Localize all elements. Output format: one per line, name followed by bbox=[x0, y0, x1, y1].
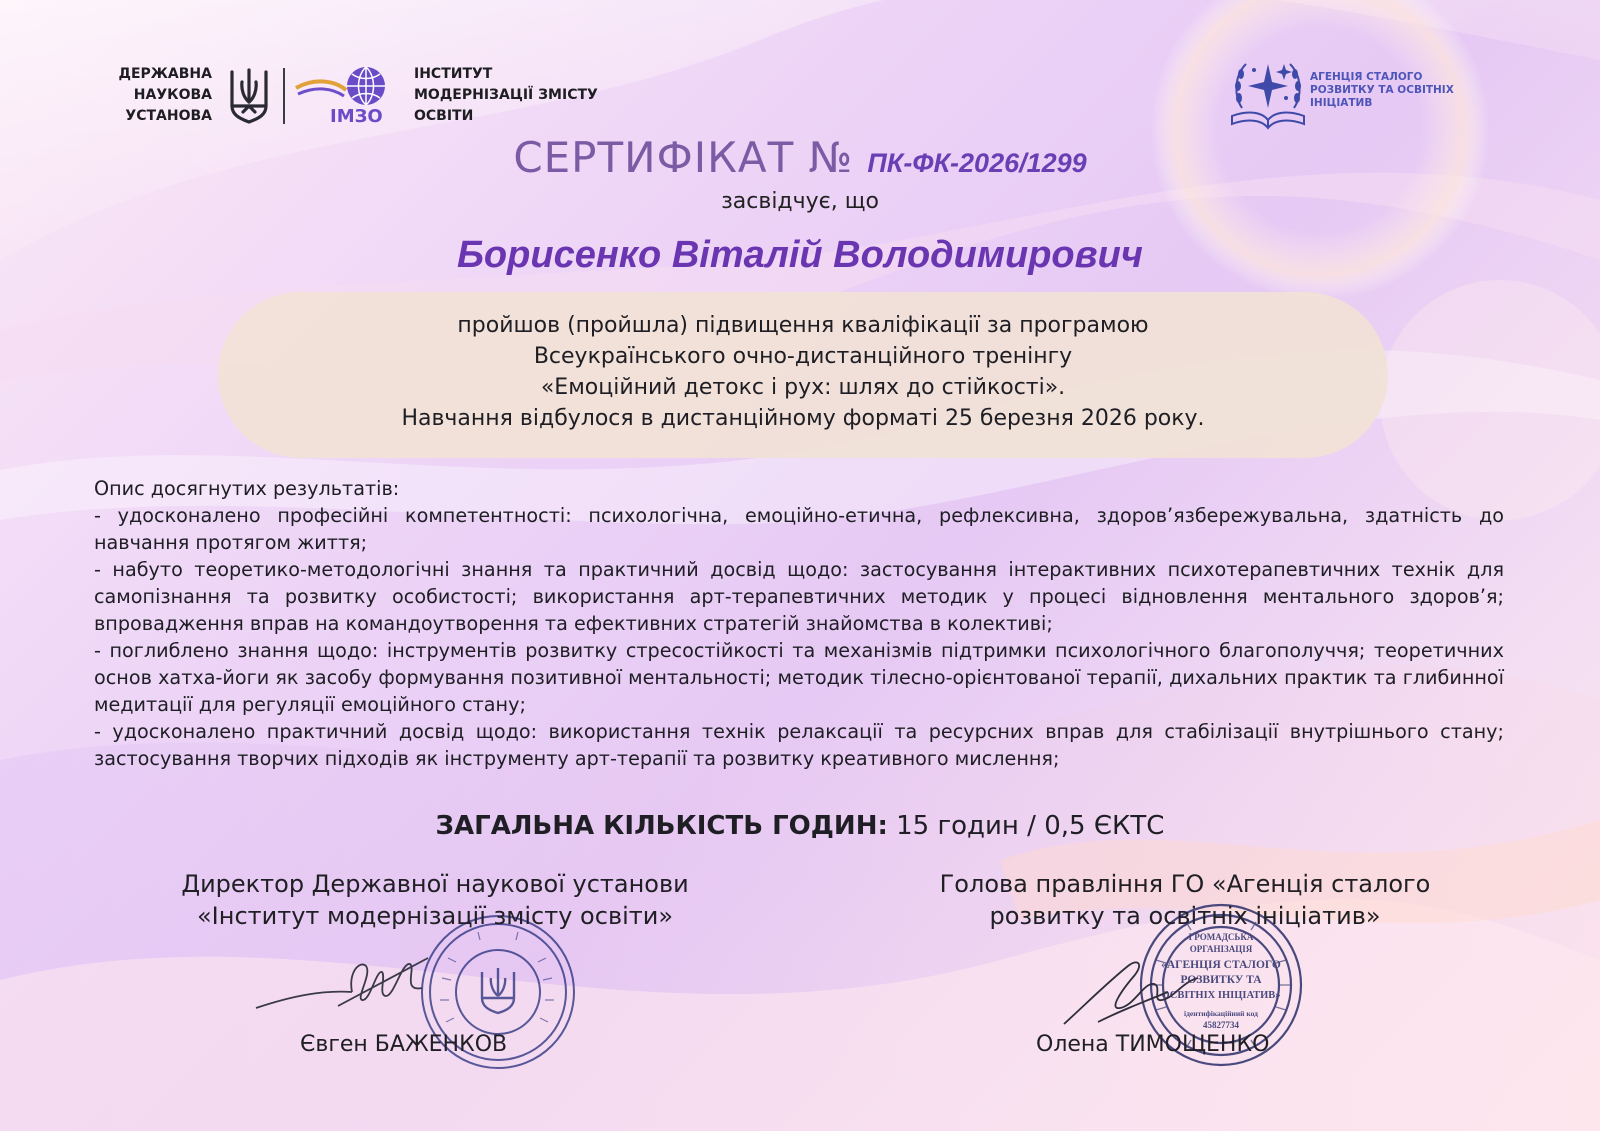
stamp-line-4: РОЗВИТКУ ТА bbox=[1180, 974, 1262, 986]
agency-name-line-1: АГЕНЦІЯ СТАЛОГО bbox=[1310, 71, 1423, 83]
imzo-abbreviation: ІМЗО bbox=[330, 106, 383, 127]
imzo-name-line-1: ІНСТИТУТ bbox=[414, 66, 493, 82]
header-divider bbox=[283, 68, 285, 124]
stamp-line-7: 45827734 bbox=[1203, 1020, 1239, 1030]
agency-name bbox=[1310, 71, 1454, 110]
imzo-name-line-2: МОДЕРНІЗАЦІЇ ЗМІСТУ bbox=[414, 87, 598, 103]
stamp-line-6: ідентифікаційний код bbox=[1184, 1009, 1258, 1018]
right-signatory-name: Олена ТИМОЩЕНКО bbox=[1036, 1032, 1270, 1057]
imzo-name bbox=[414, 64, 598, 127]
right-signatory-title bbox=[900, 868, 1470, 932]
globe-logo-icon bbox=[294, 64, 404, 108]
certificate-title-row bbox=[0, 133, 1600, 182]
program-line-3: «Емоційний детокс і рух: шлях до стійкості». bbox=[540, 375, 1066, 400]
total-hours-value: 15 годин / 0,5 ЄКТС bbox=[896, 811, 1165, 841]
results-heading: Опис досягнутих результатів: bbox=[94, 477, 400, 500]
org-line-1: ДЕРЖАВНА bbox=[118, 66, 212, 82]
total-hours-label: ЗАГАЛЬНА КІЛЬКІСТЬ ГОДИН: bbox=[435, 811, 888, 841]
program-line-1: пройшов (пройшла) підвищення кваліфікації за програмою bbox=[457, 313, 1149, 338]
certificate-number: ПК-ФК-2026/1299 bbox=[867, 148, 1087, 178]
state-institution-label bbox=[80, 64, 212, 127]
agency-name-line-3: ІНІЦІАТИВ bbox=[1310, 97, 1373, 109]
result-item-3: - поглиблено знання щодо: інструментів розвитку стресостійкості та механізмів підтримки психологічного благополуччя; теоретичних основ хатха-йоги як засобу формування позитивної ментальності; методик тілесно-орієнтованої терапії, дихальних практик та глибинної медитації для регуляції емоційного стану; bbox=[94, 639, 1504, 716]
result-item-1: - удосконалено професійні компетентності: психологічна, емоційно-етична, рефлексивна, здоров’язбережувальна, здатність до навчання протягом життя; bbox=[94, 504, 1504, 554]
program-text bbox=[218, 310, 1388, 434]
left-title-line-1: Директор Державної наукової установи bbox=[181, 870, 689, 898]
recipient-name: Борисенко Віталій Володимирович bbox=[457, 234, 1143, 276]
stamp-line-5: ОСВІТНІХ ІНІЦІАТИВ» bbox=[1161, 990, 1281, 1001]
stamp-line-1: ГРОМАДСЬКА bbox=[1188, 932, 1254, 942]
program-line-4: Навчання відбулося в дистанційному форматі 25 березня 2026 року. bbox=[401, 406, 1205, 431]
result-item-4: - удосконалено практичний досвід щодо: використання технік релаксації та ресурсних вправ для стабілізації внутрішнього стану; застосування творчих підходів як інструменту арт-терапії та розвитку креативного мислення; bbox=[94, 720, 1504, 770]
left-signature-scribble bbox=[252, 952, 432, 1022]
org-line-3: УСТАНОВА bbox=[125, 108, 212, 124]
right-signature-scribble bbox=[1058, 952, 1208, 1032]
right-title-line-2: розвитку та освітніх ініціатив» bbox=[989, 902, 1381, 930]
result-item-2: - набуто теоретико-методологічні знання та практичний досвід щодо: застосування інтерактивних психотерапевтичних технік для самопізнання та розвитку особистості; використання арт-терапевтичних методик у процесі відновлення ментального здоров’я; впровадження вправ на командоутворення та ефективних стратегій знайомства в колективі; bbox=[94, 558, 1504, 635]
imzo-name-line-3: ОСВІТИ bbox=[414, 108, 474, 124]
left-title-line-2: «Інститут модернізації змісту освіти» bbox=[196, 902, 674, 930]
stamp-line-3: «АГЕНЦІЯ СТАЛОГО bbox=[1161, 959, 1281, 971]
left-signatory-name: Євген БАЖЕНКОВ bbox=[300, 1032, 508, 1057]
total-hours bbox=[0, 811, 1600, 841]
stamp-line-2: ОРГАНІЗАЦІЯ bbox=[1189, 944, 1253, 954]
program-line-2: Всеукраїнського очно-дистанційного тренінгу bbox=[533, 344, 1073, 369]
left-signatory-title bbox=[140, 868, 730, 932]
org-line-2: НАУКОВА bbox=[133, 87, 212, 103]
trident-icon bbox=[228, 68, 270, 126]
results-section bbox=[94, 475, 1504, 772]
agency-star-book-icon bbox=[1228, 50, 1308, 132]
right-title-line-1: Голова правління ГО «Агенція сталого bbox=[939, 870, 1431, 898]
agency-name-line-2: РОЗВИТКУ ТА ОСВІТНІХ bbox=[1310, 84, 1454, 96]
certificate-title: СЕРТИФІКАТ № bbox=[513, 133, 854, 182]
certifies-text: засвідчує, що bbox=[721, 189, 879, 214]
